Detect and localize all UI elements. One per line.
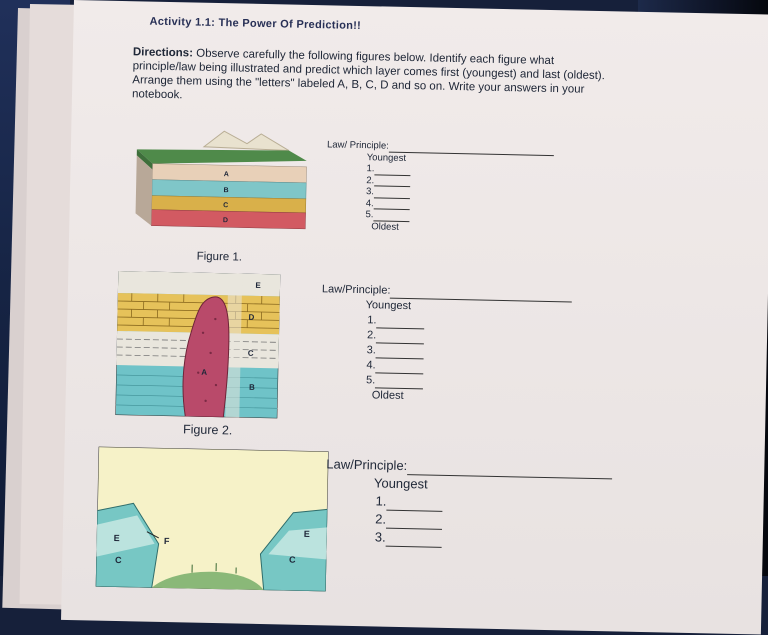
answer-block-3	[325, 455, 613, 551]
oldest-label: Oldest	[320, 387, 571, 407]
youngest-label: Youngest	[327, 151, 554, 167]
answer-item-number: 3.	[367, 344, 376, 356]
figure-2-diagram	[115, 271, 280, 418]
answer-block-2	[320, 282, 573, 407]
figure-1-caption: Figure 1.	[197, 251, 243, 264]
activity-title: Activity 1.1: The Power Of Prediction!!	[149, 16, 361, 32]
law-principle-label: Law/Principle:	[326, 456, 407, 473]
answer-item-number: 1.	[375, 493, 386, 508]
figure-3-label: E	[114, 533, 120, 543]
figure-2-label: A	[201, 368, 207, 377]
youngest-label: Youngest	[326, 473, 612, 497]
figure-3-label: E	[304, 529, 310, 539]
figure-3-label: F	[164, 536, 170, 546]
figure-3-label: C	[115, 555, 122, 565]
answer-item-number: 3.	[375, 529, 386, 544]
answer-item-number: 4.	[366, 198, 374, 209]
answer-item-number: 2.	[367, 329, 376, 341]
figure-1-diagram	[127, 127, 329, 246]
law-principle-label: Law/ Principle:	[327, 139, 389, 151]
figure-2	[115, 271, 280, 423]
answer-item-number: 1.	[366, 163, 374, 174]
answer-item-number: 1.	[367, 314, 376, 326]
worksheet-page	[61, 0, 768, 635]
figure-2-label: C	[248, 349, 254, 358]
figure-2-label: D	[248, 313, 254, 322]
answer-item-number: 2.	[366, 175, 374, 186]
directions-label: Directions:	[133, 46, 193, 59]
law-principle-label: Law/Principle:	[322, 283, 391, 296]
figure-3-diagram	[96, 447, 329, 592]
answer-blank	[385, 546, 441, 548]
directions-text: Observe carefully the following figures below. Identify each figure what principle/law being illustrated and predict which layer comes first (youngest) and last (oldest). Arrange them using the "letters" labeled A, B, C, D and so on. Write your answers in your notebook.	[132, 48, 605, 102]
answer-item-number: 5.	[365, 209, 373, 220]
figure-1-label: D	[223, 217, 228, 224]
answer-block-1	[325, 139, 554, 236]
figure-3-label: C	[289, 555, 296, 565]
figure-3	[96, 447, 329, 597]
youngest-label: Youngest	[322, 297, 573, 317]
answer-item-number: 4.	[366, 359, 375, 371]
figure-2-label: B	[249, 383, 255, 392]
answer-item-number: 5.	[366, 374, 375, 386]
figure-2-caption: Figure 2.	[183, 422, 233, 437]
answer-item-number: 3.	[366, 186, 374, 197]
answer-item-number: 2.	[375, 511, 386, 526]
oldest-label: Oldest	[325, 220, 552, 236]
figure-2-label: E	[255, 281, 261, 290]
directions-paragraph	[132, 45, 613, 111]
figure-1-label: A	[224, 171, 229, 178]
figure-1-label: C	[223, 202, 228, 209]
figure-1-label: B	[223, 187, 228, 194]
figure-1	[127, 127, 329, 251]
